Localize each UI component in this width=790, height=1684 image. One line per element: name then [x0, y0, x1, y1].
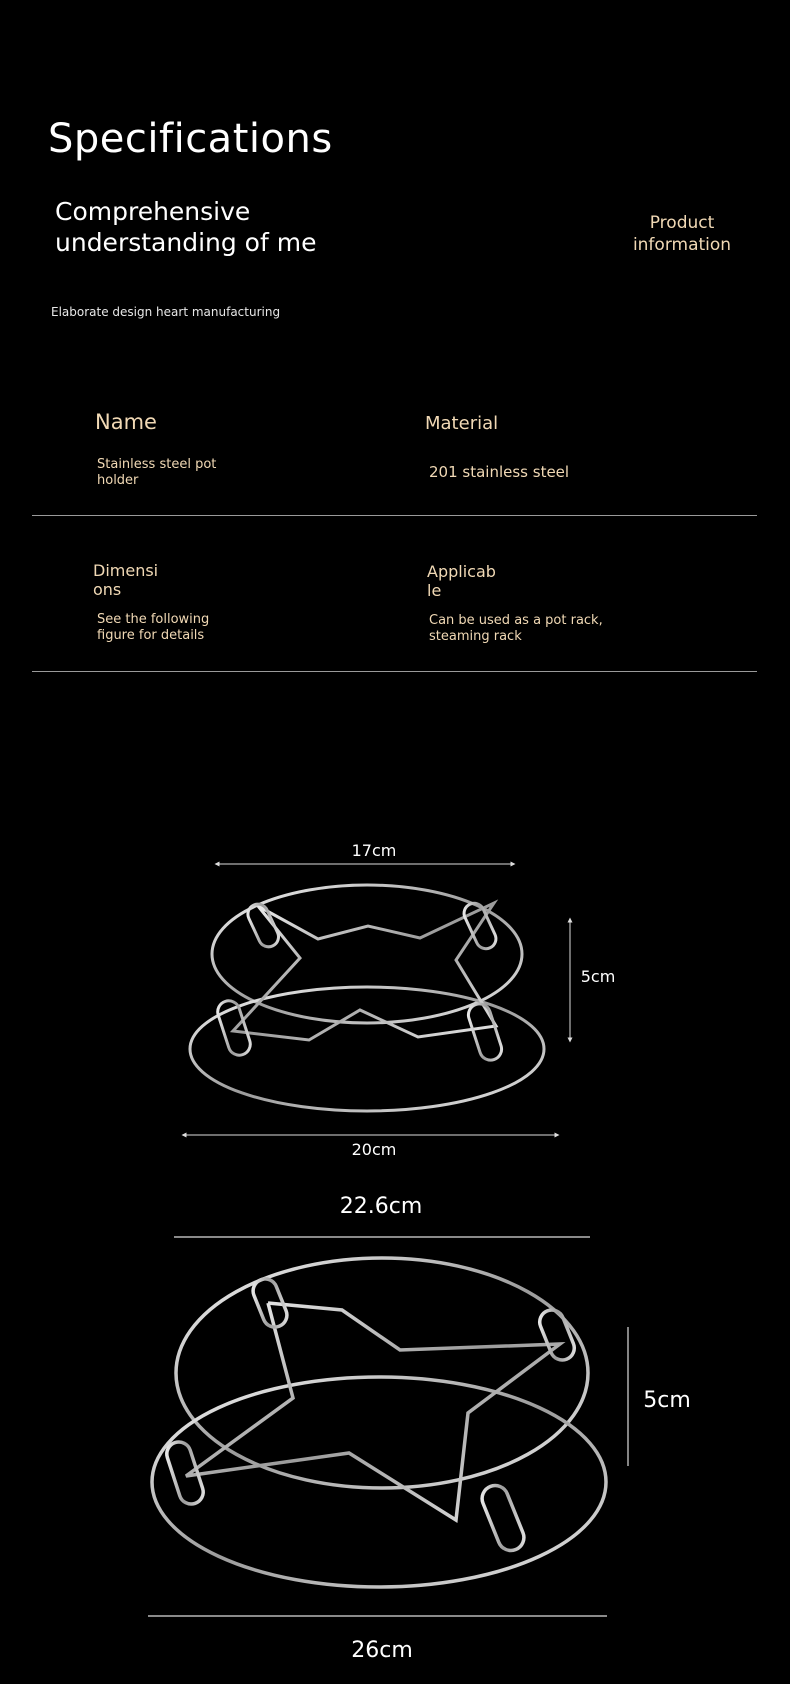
large-bottom-width-label: 26cm	[351, 1638, 413, 1663]
material-value: 201 stainless steel	[429, 463, 570, 481]
product-information-label: Product information	[632, 213, 732, 255]
dimensions-label: Dimensi ons	[93, 561, 159, 599]
small-top-width-label: 17cm	[351, 841, 397, 860]
tagline: Elaborate design heart manufacturing	[51, 305, 281, 319]
dimensions-value: See the following figure for details	[97, 612, 210, 643]
applicable-value: Can be used as a pot rack, steaming rack	[429, 613, 603, 644]
name-value: Stainless steel pot holder	[97, 457, 217, 488]
material-label: Material	[425, 413, 499, 434]
applicable-label: Applicab le	[427, 562, 496, 600]
small-rack-drawing	[190, 885, 544, 1111]
page-title: Specifications	[48, 116, 333, 162]
large-height-label: 5cm	[643, 1388, 691, 1413]
subtitle: Comprehensive understanding of me	[55, 197, 317, 257]
small-bottom-width-label: 20cm	[351, 1140, 397, 1159]
name-label: Name	[95, 410, 157, 434]
large-rack-drawing	[152, 1258, 606, 1587]
small-height-label: 5cm	[580, 967, 616, 986]
large-top-width-label: 22.6cm	[339, 1194, 423, 1219]
